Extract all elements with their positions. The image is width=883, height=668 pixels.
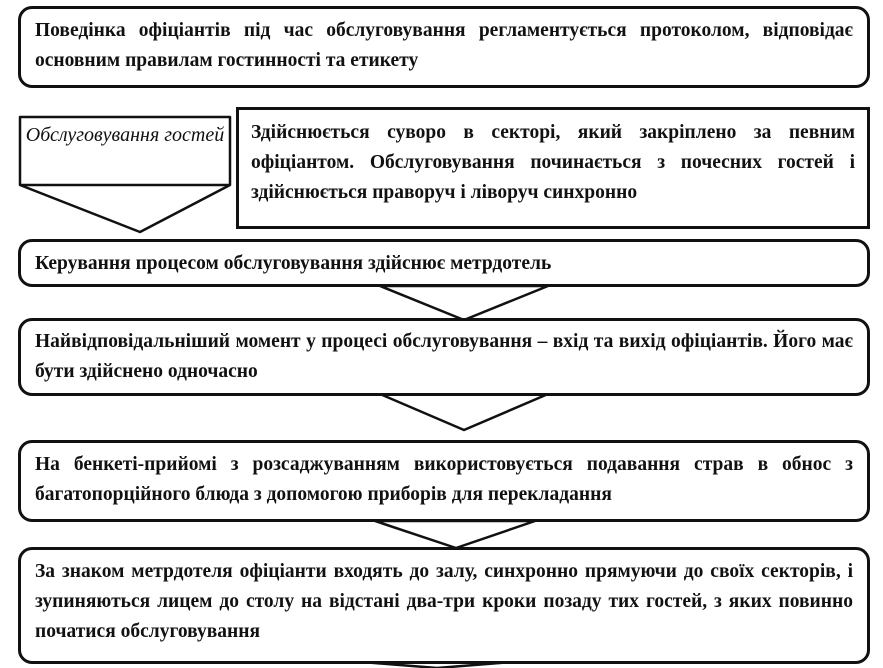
side-label: Обслуговування гостей: [25, 124, 225, 146]
step3-text: На бенкеті-прийомі з розсаджуванням використовується подавання страв в обнос з багатопорційного блюда з допомогою приборів для перекладання: [35, 454, 853, 505]
sector-box: [236, 107, 870, 229]
header-box: [18, 6, 870, 88]
step3-box: [18, 440, 870, 522]
step2-box: [18, 318, 870, 396]
step1-box: [18, 239, 870, 287]
header-text: Поведінка офіціантів під час обслуговування регламентується протоколом, відповідає основним правилам гостинності та етикету: [35, 20, 853, 71]
arrow-down-icon: [380, 286, 548, 320]
step4-box: [18, 547, 870, 664]
step2-text: Найвідповідальніший момент у процесі обслуговування – вхід та вихід офіціантів. Його має бути здійснено одночасно: [35, 331, 853, 382]
step1-text: Керування процесом обслуговування здійснює метрдотель: [35, 253, 552, 274]
arrow-down-icon: [380, 394, 548, 430]
sector-text: Здійснюється суворо в секторі, який закріплено за певним офіціантом. Обслуговування починається з почесних гостей і здійснюється праворуч і ліворуч синхронно: [251, 122, 855, 203]
step4-text: За знаком метрдотеля офіціанти входять до залу, синхронно прямуючи до своїх секторів, і зупиняються лицем до столу на відстані два-три кроки позаду тих гостей, з яких повинно початися обслуговування: [35, 561, 853, 642]
arrow-down-icon: [375, 521, 535, 548]
